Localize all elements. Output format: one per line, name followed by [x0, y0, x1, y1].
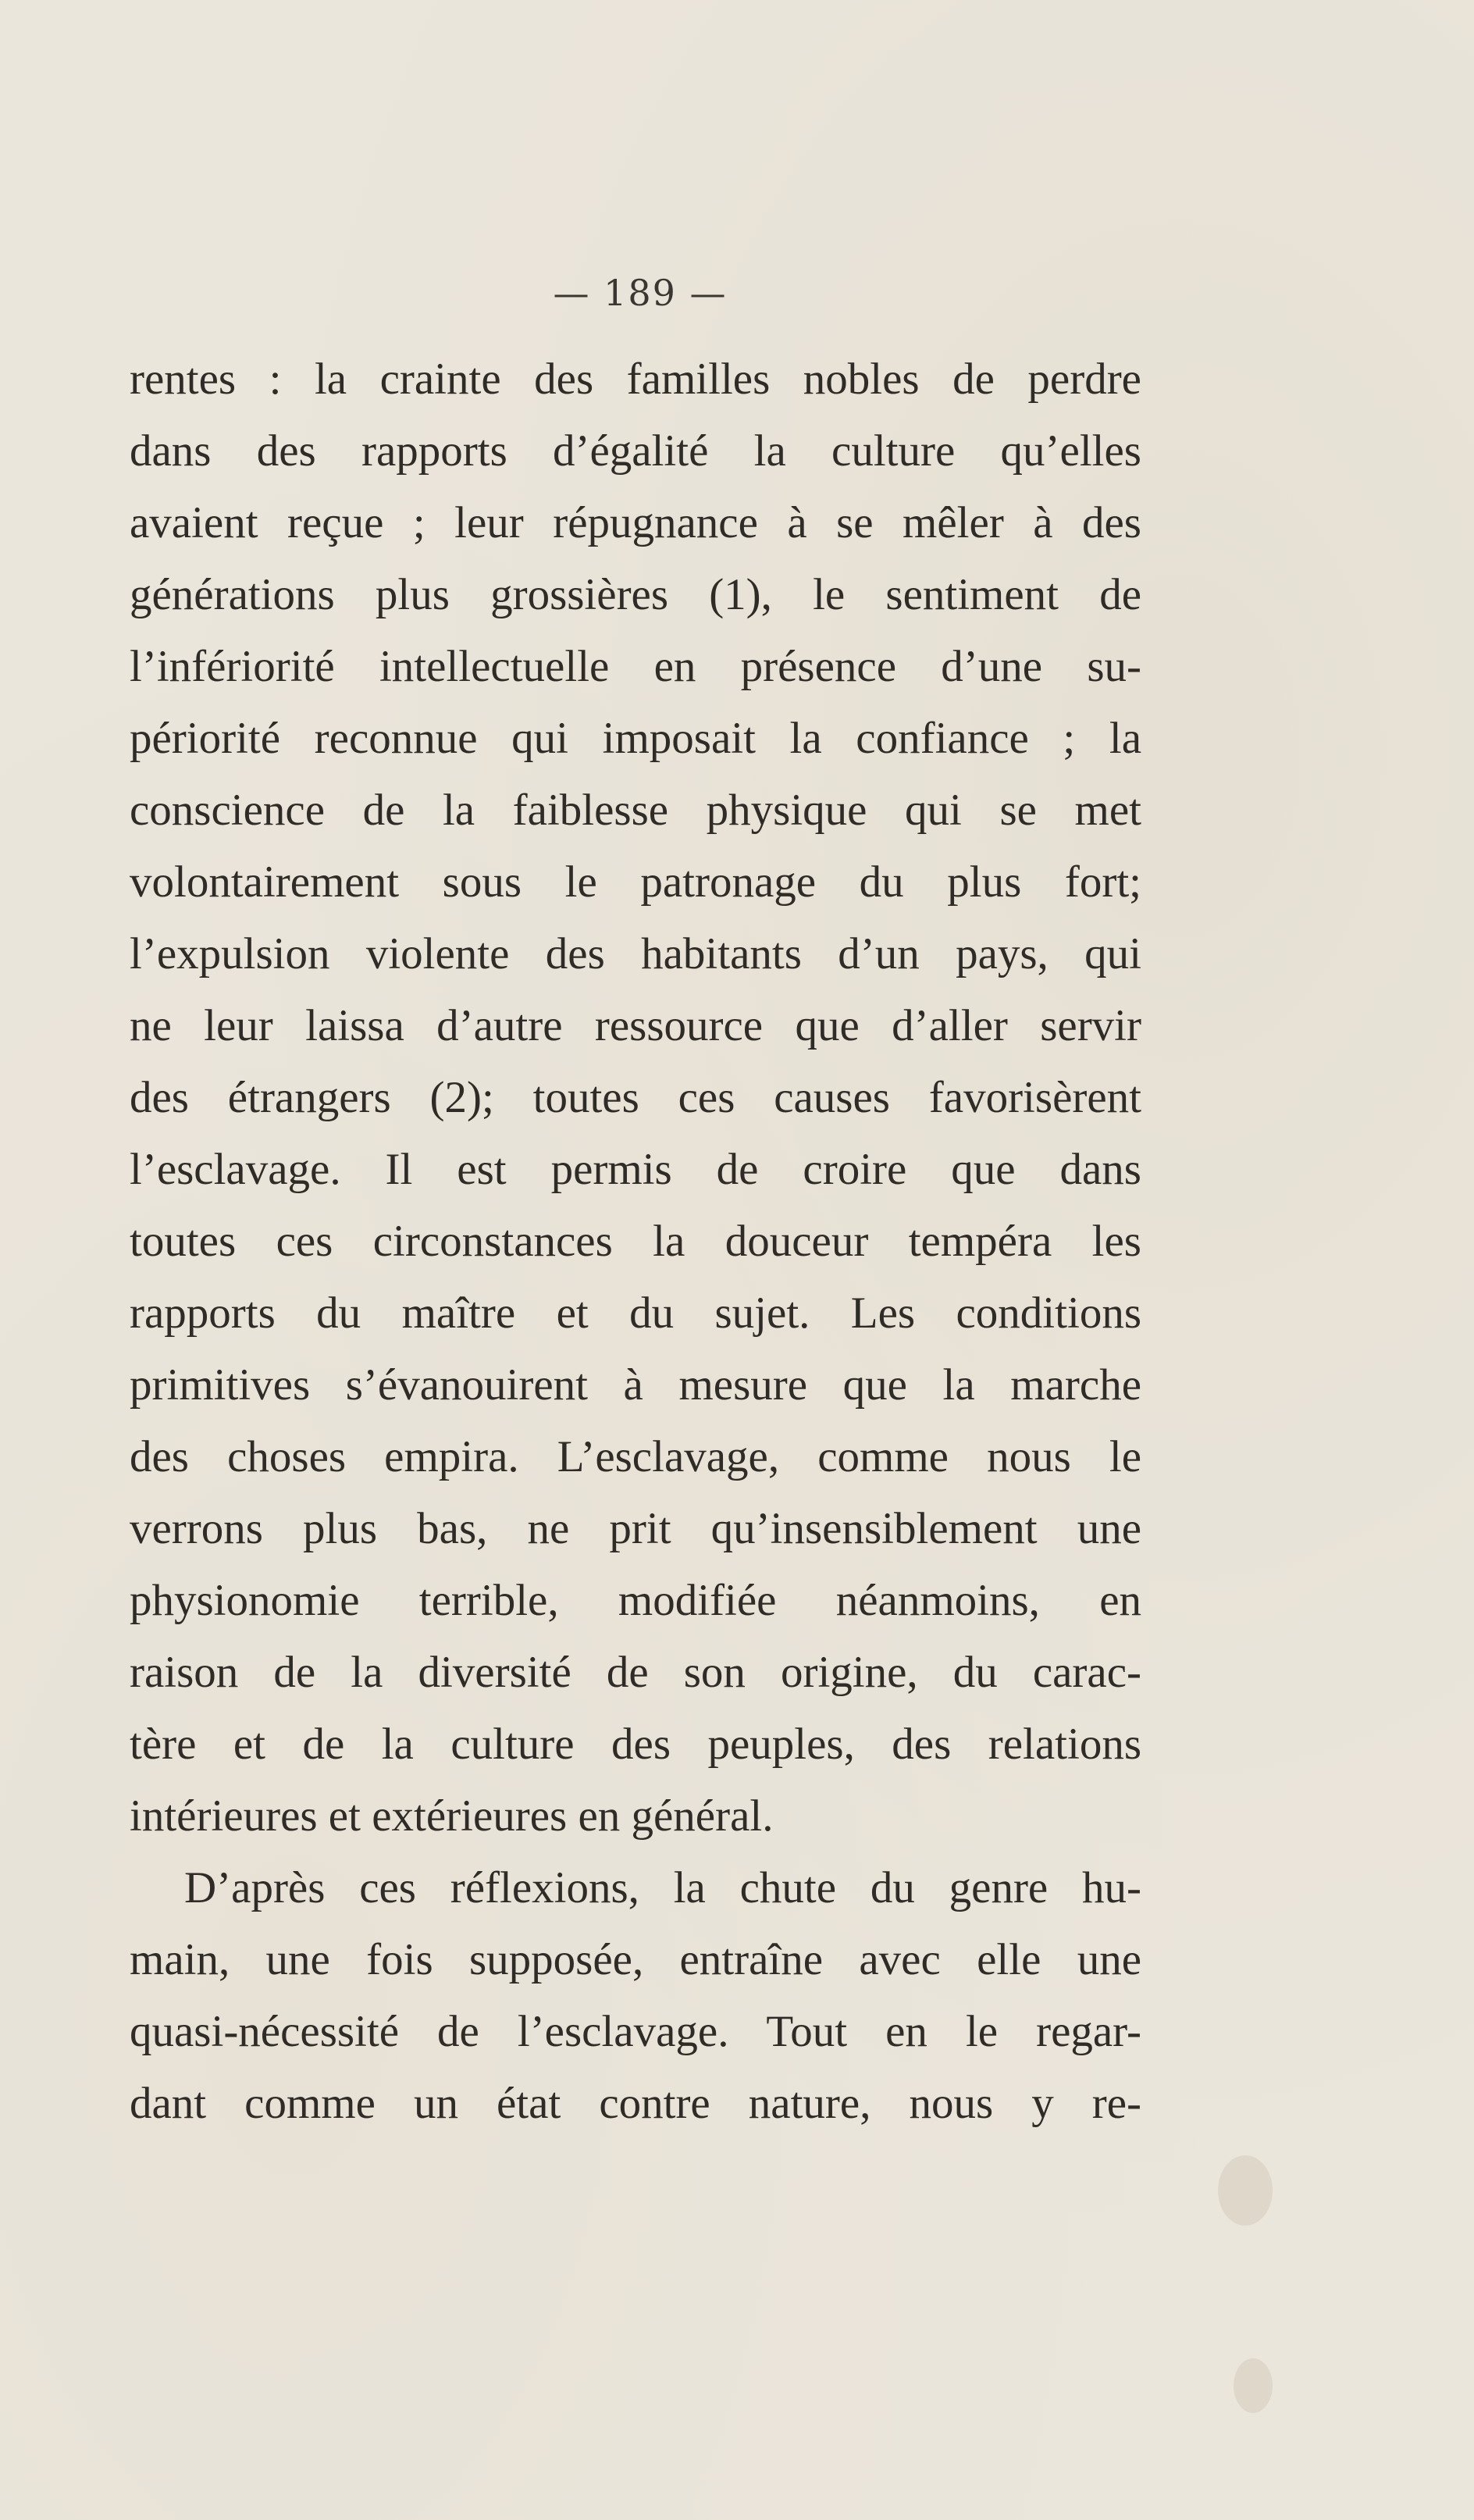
page-number: — 189 —	[553, 272, 728, 314]
text-line: dans des rapports d’égalité la culture qu’elles	[130, 426, 1141, 476]
text-line: des étrangers (2); toutes ces causes favorisèrent	[130, 1073, 1141, 1122]
paragraph-start-line: D’après ces réflexions, la chute du genre hu-	[184, 1863, 1141, 1912]
text-line: toutes ces circonstances la douceur tempéra les	[130, 1217, 1141, 1266]
text-line: l’expulsion violente des habitants d’un pays, qui	[130, 929, 1141, 978]
text-line: rapports du maître et du sujet. Les conditions	[130, 1289, 1141, 1338]
text-line: quasi-nécessité de l’esclavage. Tout en le regar-	[130, 2007, 1141, 2056]
text-line: main, une fois supposée, entraîne avec elle une	[130, 1935, 1141, 1984]
text-line: périorité reconnue qui imposait la confiance ; la	[130, 714, 1141, 763]
body-text	[130, 344, 1141, 2140]
text-line: raison de la diversité de son origine, du carac-	[130, 1648, 1141, 1697]
text-line: verrons plus bas, ne prit qu’insensiblement une	[130, 1504, 1141, 1553]
text-line: conscience de la faiblesse physique qui se met	[130, 786, 1141, 835]
paragraph-end-line: intérieures et extérieures en général.	[130, 1791, 774, 1841]
text-line: physionomie terrible, modifiée néanmoins, en	[130, 1576, 1141, 1625]
text-line: volontairement sous le patronage du plus fort;	[130, 857, 1141, 907]
text-line: rentes : la crainte des familles nobles de perdre	[130, 355, 1141, 404]
text-line: avaient reçue ; leur répugnance à se mêler à des	[130, 498, 1141, 547]
paper-stain	[1218, 2155, 1273, 2226]
text-line: des choses empira. L’esclavage, comme nous le	[130, 1432, 1141, 1481]
text-line: ne leur laissa d’autre ressource que d’aller servir	[130, 1001, 1141, 1050]
paper-stain	[1234, 2358, 1273, 2413]
text-line: tère et de la culture des peuples, des relations	[130, 1720, 1141, 1769]
text-line: l’infériorité intellectuelle en présence d’une su-	[130, 642, 1141, 691]
text-line: générations plus grossières (1), le sentiment de	[130, 570, 1141, 619]
text-line: l’esclavage. Il est permis de croire que dans	[130, 1145, 1141, 1194]
text-line: dant comme un état contre nature, nous y re-	[130, 2079, 1141, 2128]
text-line: primitives s’évanouirent à mesure que la marche	[130, 1360, 1141, 1410]
